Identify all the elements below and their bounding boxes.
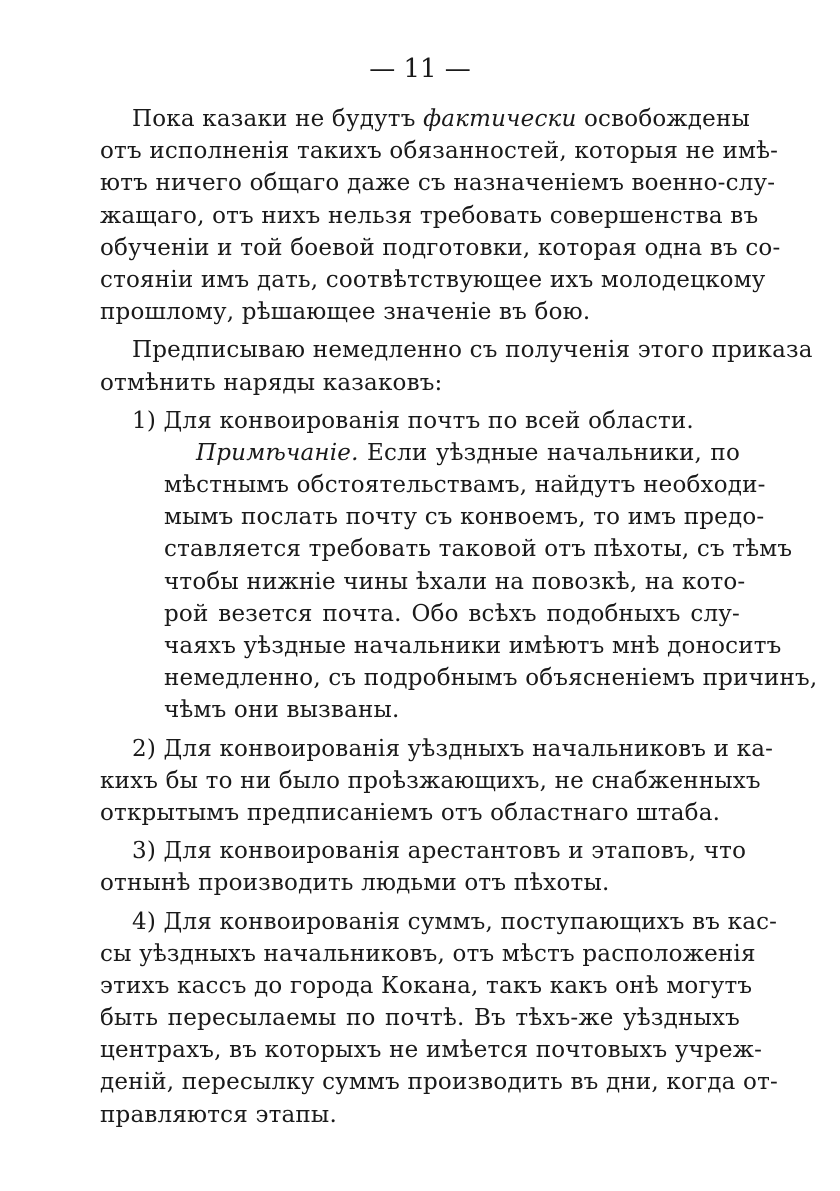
text-line: обученіи и той боевой подготовки, которая одна въ со-: [100, 234, 781, 261]
text-line: жащаго, отъ нихъ нельзя требовать совершенства въ: [100, 202, 759, 229]
text-line: центрахъ, въ которыхъ не имѣется почтовыхъ учреж-: [100, 1037, 763, 1064]
text-line: стояніи имъ дать, соотвѣтствующее ихъ молодецкому: [100, 266, 766, 293]
text-line: отъ исполненія такихъ обязанностей, которыя не имѣ-: [100, 138, 779, 165]
text-line: чтобы нижніе чины ѣхали на повозкѣ, на кото-: [164, 568, 746, 595]
text-line: ставляется требовать таковой отъ пѣхоты, съ тѣмъ: [164, 536, 793, 563]
text-line: 3) Для конвоированія арестантовъ и этаповъ, что: [132, 838, 747, 865]
text-line: сы уѣздныхъ начальниковъ, отъ мѣстъ расположенія: [100, 940, 756, 967]
text-line: правляются этапы.: [100, 1101, 337, 1128]
text-line: отмѣнить наряды казаковъ:: [100, 369, 443, 396]
list-item-3: [100, 835, 747, 899]
text-line: чѣмъ они вызваны.: [164, 697, 400, 724]
text-line: 2) Для конвоированія уѣздныхъ начальниковъ и ка-: [132, 735, 774, 762]
text-line: отнынѣ производить людьми отъ пѣхоты.: [100, 870, 610, 897]
text-line: мѣстнымъ обстоятельствамъ, найдутъ необходи-: [164, 472, 766, 499]
paragraph-2: [100, 334, 813, 398]
text-line: Предписываю немедленно съ полученія этого приказа: [132, 337, 813, 364]
text-line: 1) Для конвоированія почтъ по всей области.: [132, 407, 694, 434]
list-item-2: [100, 733, 774, 830]
text-line: 4) Для конвоированія суммъ, поступающихъ въ кас-: [132, 908, 778, 935]
text-line: кихъ бы то ни было проѣзжающихъ, не снабженныхъ: [100, 767, 761, 794]
body-text: [100, 103, 818, 1131]
paragraph-1: [100, 103, 781, 328]
text-line: этихъ кассъ до города Кокана, такъ какъ онѣ могутъ: [100, 972, 753, 999]
list-item-1: [100, 405, 818, 727]
text-line: чаяхъ уѣздные начальники имѣютъ мнѣ доноситъ: [164, 633, 782, 659]
text-line: [100, 103, 750, 135]
text-line: [100, 437, 740, 469]
text-line: рой везется почта. Обо всѣхъ подобныхъ слу-: [164, 600, 740, 627]
note-block: [100, 437, 818, 727]
text-line: деній, пересылку суммъ производить въ дни, когда от-: [100, 1069, 778, 1096]
text-line: быть пересылаемы по почтѣ. Въ тѣхъ-же уѣздныхъ: [100, 1005, 740, 1032]
note-label: Примѣчаніе.: [196, 439, 359, 466]
text-run: Пока казаки не будутъ: [132, 106, 424, 132]
text-line: открытымъ предписаніемъ отъ областнаго штаба.: [100, 799, 721, 826]
list-item-4: [100, 906, 778, 1131]
page-number: — 11 —: [369, 54, 471, 84]
text-run: освобождены: [576, 106, 750, 132]
text-line: прошлому, рѣшающее значеніе въ бою.: [100, 299, 591, 326]
italic-emphasis: фактически: [423, 106, 577, 132]
text-line: ютъ ничего общаго даже съ назначеніемъ военно-слу-: [100, 170, 776, 197]
text-line: немедленно, съ подробнымъ объясненіемъ причинъ,: [164, 665, 818, 692]
text-run: Если уѣздные начальники, по: [358, 439, 740, 466]
text-line: мымъ послать почту съ конвоемъ, то имъ предо-: [164, 504, 765, 531]
